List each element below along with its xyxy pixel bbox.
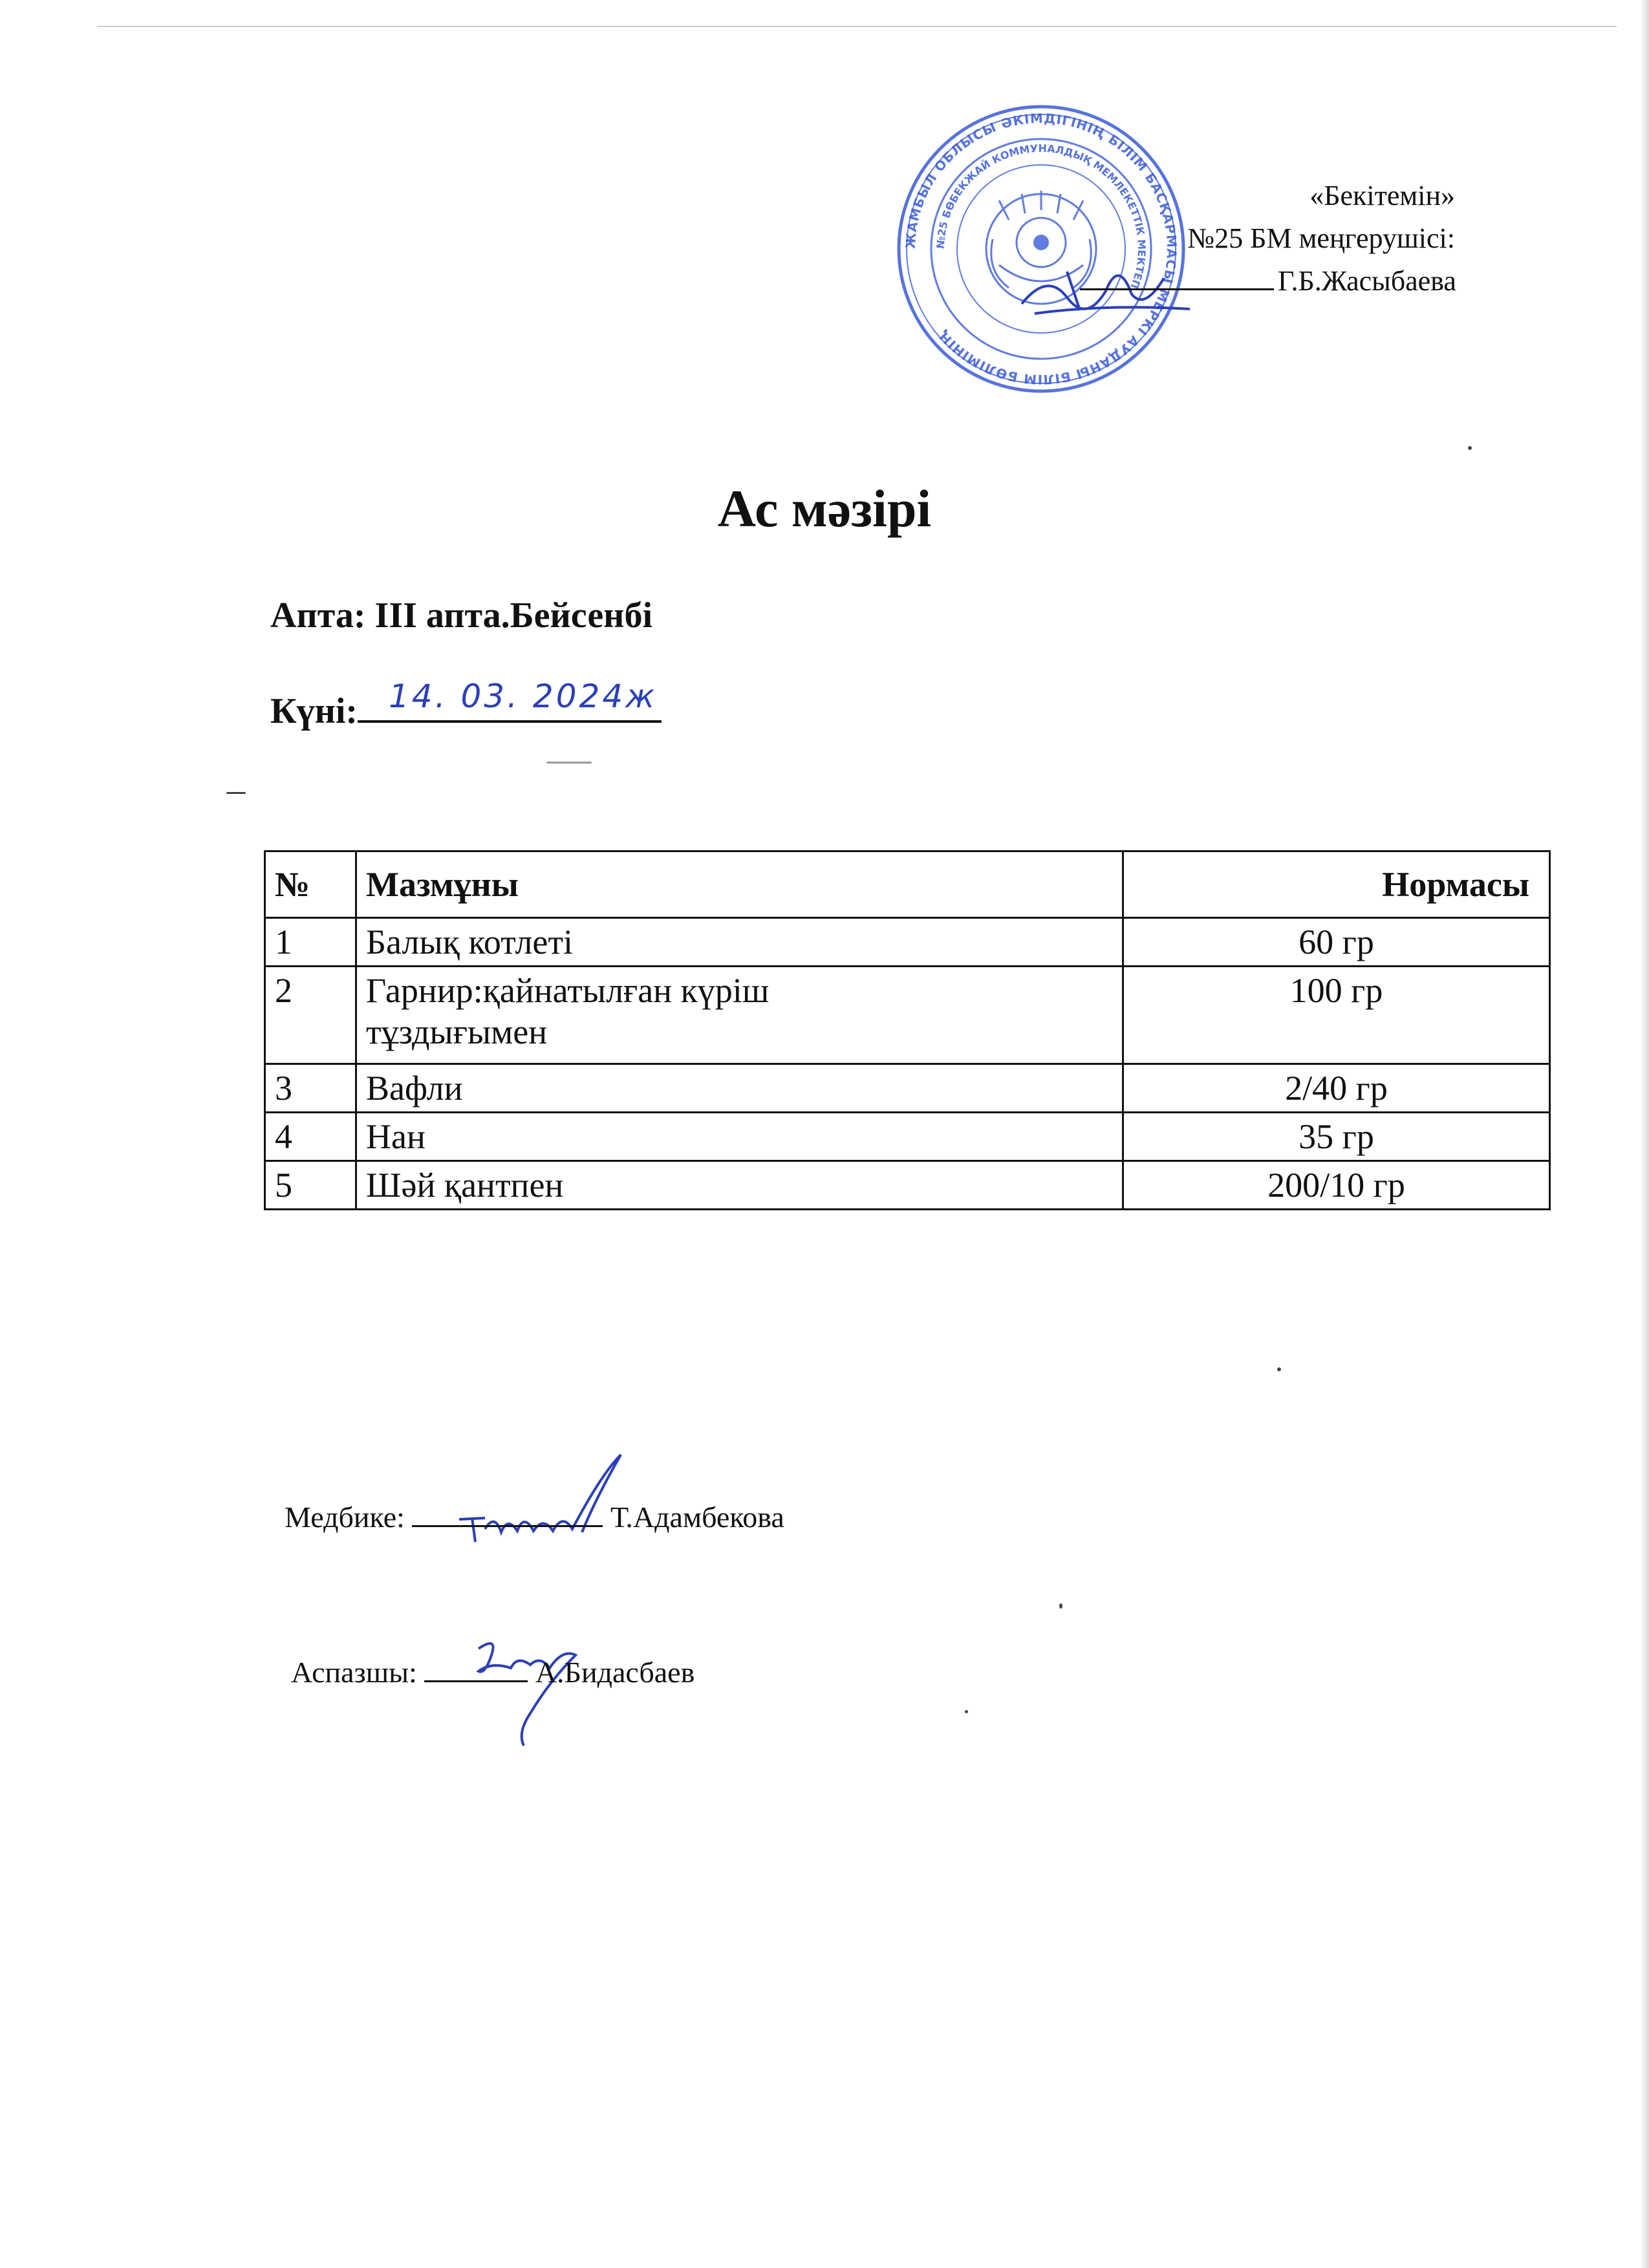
scan-edge (1640, 0, 1649, 2268)
row-norm: 200/10 гр (1123, 1161, 1550, 1210)
table-row (265, 918, 1550, 967)
date-field (358, 678, 662, 723)
week-label: Апта: III апта.Бейсенбі (270, 595, 653, 636)
approval-title: «Бекітемін» (1310, 180, 1455, 211)
row-norm: 60 гр (1123, 918, 1550, 967)
row-norm: 100 гр (1123, 967, 1550, 1064)
row-num: 5 (265, 1161, 356, 1210)
row-num: 4 (265, 1113, 356, 1161)
cook-name: А.Бидасбаев (535, 1656, 695, 1689)
scan-speck (1468, 446, 1472, 450)
approval-name-line (1080, 260, 1455, 303)
row-norm: 35 гр (1123, 1113, 1550, 1161)
nurse-signature-row (285, 1500, 784, 1534)
header-num: № (265, 851, 356, 918)
table-header-row (265, 851, 1550, 918)
table-row (265, 1113, 1550, 1161)
stamp-outer-text: ЖАМБЫЛ ОБЛЫСЫ ӘКІМДІГІНІҢ БІЛІМ БАСҚАРМАСЫ МЕРКІ АУДАНЫ БІЛІМ БӨЛІМІНІҢ (902, 110, 1180, 388)
scan-speck (546, 762, 592, 764)
row-content: Балық котлеті (356, 918, 1123, 967)
row-content: Гарнир:қайнатылған күріш тұздығымен (356, 967, 1123, 1064)
stamp-inner-text: №25 БӨБЕКЖАЙ КОММУНАЛДЫҚ МЕМЛЕКЕТТІК МЕКТЕП (934, 142, 1148, 291)
approval-signature-line (1080, 262, 1274, 290)
row-num: 1 (265, 918, 356, 967)
scan-speck (965, 1710, 968, 1713)
row-num: 2 (265, 967, 356, 1064)
scan-speck (1059, 1603, 1062, 1609)
row-content: Вафли (356, 1064, 1123, 1113)
nurse-signature-line (412, 1501, 603, 1527)
header-content: Мазмұны (356, 851, 1123, 918)
table-row (265, 1064, 1550, 1113)
nurse-name: Т.Адамбекова (610, 1501, 784, 1534)
scan-line (97, 26, 1617, 27)
scan-speck (1277, 1367, 1281, 1371)
date-value: 14. 03. 2024ж (389, 678, 658, 715)
menu-table (264, 850, 1551, 1210)
date-line (270, 678, 662, 732)
date-label: Күні: (270, 691, 358, 731)
row-num: 3 (265, 1064, 356, 1113)
cook-signature-line (424, 1656, 528, 1682)
row-norm: 2/40 гр (1123, 1064, 1550, 1113)
approval-name: Г.Б.Жасыбаева (1278, 265, 1456, 297)
header-norm: Нормасы (1123, 851, 1550, 918)
approval-position: №25 БМ меңгерушісі: (1187, 222, 1455, 254)
scan-speck (226, 792, 246, 794)
row-content: Шәй қантпен (356, 1161, 1123, 1210)
table-row (265, 1161, 1550, 1210)
row-content: Нан (356, 1113, 1123, 1161)
cook-signature-row (291, 1655, 695, 1689)
approval-block (1080, 175, 1455, 303)
table-row (265, 967, 1550, 1064)
nurse-label: Медбике: (285, 1501, 405, 1534)
cook-label: Аспазшы: (291, 1656, 417, 1689)
document-title: Ас мәзірі (717, 479, 932, 538)
